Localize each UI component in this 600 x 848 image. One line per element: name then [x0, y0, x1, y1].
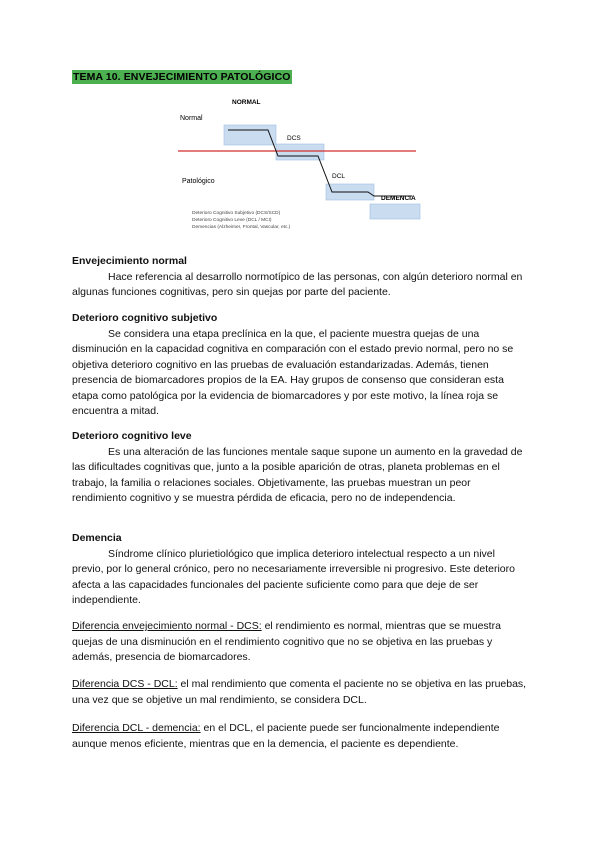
section-envejecimiento-normal	[72, 254, 528, 301]
difference-label: Diferencia DCS - DCL:	[72, 678, 178, 690]
difference-dcl-demencia	[72, 721, 528, 752]
section-body: Hace referencia al desarrollo normotípico de las personas, con algún deterioro normal en algunas funciones cognitivas, pero sin quejas por parte del paciente.	[72, 270, 523, 298]
difference-dcs-dcl	[72, 677, 528, 708]
label-dcl: DCL	[332, 173, 346, 180]
box-dcs	[276, 144, 324, 160]
box-normal	[224, 125, 276, 145]
difference-label: Diferencia envejecimiento normal - DCS:	[72, 620, 262, 632]
section-body: Es una alteración de las funciones mentale saque supone un aumento en la gravedad de las dificultades cognitivas que, junto a la posible aparición de otras, planeta problemas en el trabajo, la familia o relaciones sociales. Objetivamente, las pruebas muestran un peor rendimiento cognitivo y se muestra pérdida de eficacia, pero no de independencia.	[72, 445, 523, 504]
legend-item-2: Deterioro Cognitivo Leve (DCL / MCI)	[192, 218, 272, 223]
section-heading: Deterioro cognitivo leve	[72, 430, 192, 442]
label-demencia: DEMENCIA	[381, 195, 416, 202]
section-demencia	[72, 531, 528, 609]
difference-normal-dcs	[72, 619, 528, 666]
label-dcs: DCS	[287, 135, 301, 142]
difference-label: Diferencia DCL - demencia:	[72, 722, 201, 734]
stage-diagram	[0, 0, 600, 260]
label-patologico: Patológico	[182, 178, 215, 185]
label-normal: Normal	[180, 115, 203, 122]
section-body: Síndrome clínico plurietiológico que implica deterioro intelectual respecto a un nivel previo, por lo general crónico, pero no necesariamente irreversible ni progresivo. Este deterioro afecta a las capacidades funcionales del paciente suficiente como para que deje de ser independiente.	[72, 547, 515, 606]
section-heading: Envejecimiento normal	[72, 255, 187, 267]
section-deterioro-leve	[72, 429, 528, 507]
section-deterioro-subjetivo	[72, 311, 528, 420]
box-demencia	[370, 204, 420, 219]
difference-text: el mal rendimiento que comenta el paciente no se objetiva en las pruebas, una vez que se objetive un mal rendimiento, se considera DCL.	[72, 678, 527, 706]
legend-item-3: Demencias (Alzheimer, Frontal, Vascular, etc.)	[192, 225, 291, 230]
difference-text: en el DCL, el paciente puede ser funcionalmente independiente aunque menos eficiente, mientras que en la demencia, el paciente es dependiente.	[72, 722, 500, 750]
section-body: Se considera una etapa preclínica en la que, el paciente muestra quejas de una disminución en la capacidad cognitiva en comparación con el estado previo normal, pero no se objetiva deterioro cognitivo en las pruebas de evaluación estandarizadas. Además, tienen presencia de biomarcadores propios de la EA. Hay grupos de consenso que consideran esta etapa como patológica por la evidencia de biomarcadores y por este motivo, la línea roja se encuentra a mitad.	[72, 327, 514, 417]
legend-item-1: Deterioro Cognitivo Subjetivo (DCS/SCD)	[192, 211, 281, 216]
diagram-header: NORMAL	[232, 99, 261, 106]
page-title: TEMA 10. ENVEJECIMIENTO PATOLÓGICO	[73, 71, 291, 83]
difference-text: el rendimiento es normal, mientras que se muestra quejas de una disminución en el rendimiento cognitivo que no se objetiva en las pruebas y además, presencia de biomarcadores.	[72, 620, 501, 663]
section-heading: Demencia	[72, 532, 122, 544]
section-heading: Deterioro cognitivo subjetivo	[72, 312, 218, 324]
